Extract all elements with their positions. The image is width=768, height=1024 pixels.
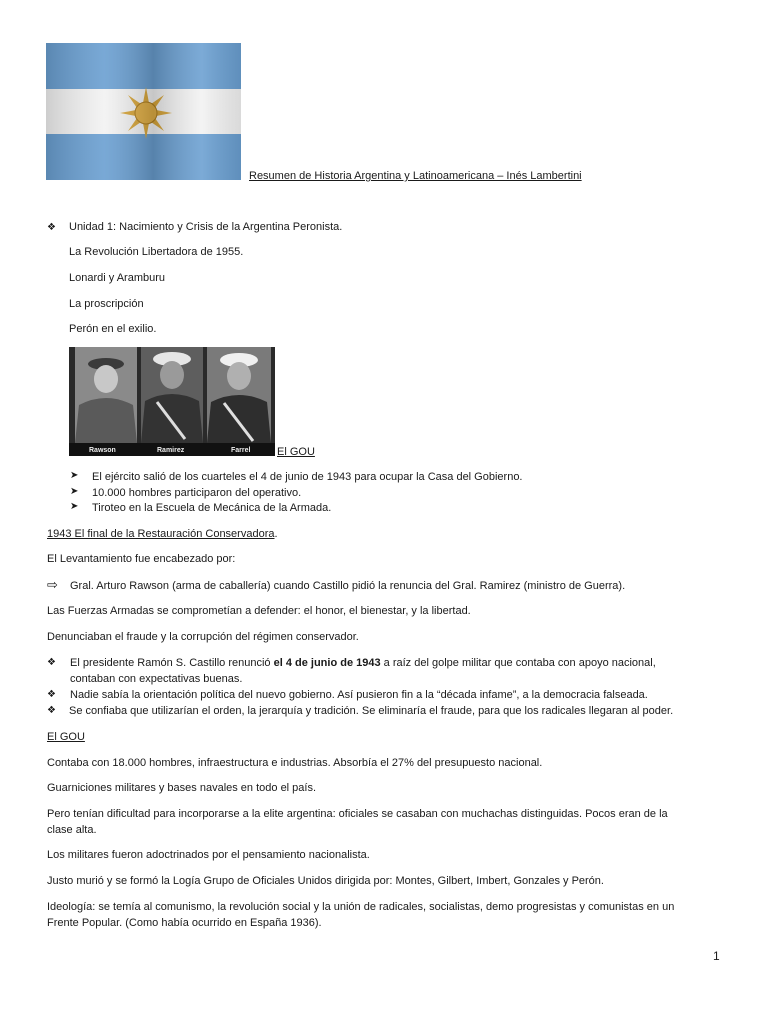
arrow-item: El ejército salió de los cuarteles el 4 de junio de 1943 para ocupar la Casa del Gobierno.: [92, 471, 523, 483]
paragraph: Gral. Arturo Rawson (arma de caballería) cuando Castillo pidió la renuncia del Gral. Ramirez (ministro de Guerra).: [70, 580, 626, 592]
topic-item: Lonardi y Aramburu: [69, 272, 165, 284]
diamond-bullet-icon: ❖: [47, 657, 56, 668]
bullet-bold-date: el 4 de junio de 1943: [273, 657, 381, 669]
bullet-item: Se confiaba que utilizarían el orden, la jerarquía y tradición. Se eliminaría el fraude, para que los radicales llegaran al poder.: [69, 705, 674, 717]
unit-title: Unidad 1: Nacimiento y Crisis de la Argentina Peronista.: [69, 221, 343, 233]
photo-caption-farrel: Farrel: [231, 447, 251, 454]
paragraph: Ideología: se temía al comunismo, la revolución social y la unión de radicales, socialistas, demo progresistas y comunistas en un: [47, 901, 675, 913]
section-heading: El GOU: [47, 731, 85, 743]
paragraph: Los militares fueron adoctrinados por el pensamiento nacionalista.: [47, 849, 370, 861]
bullet-item: [70, 657, 656, 669]
bullet-continuation: contaban con expectativas buenas.: [70, 673, 243, 685]
diamond-bullet-icon: ❖: [47, 689, 56, 700]
bullet-item: Nadie sabía la orientación política del nuevo gobierno. Así pusieron fin a la “década infame”, a la democracia falseada.: [70, 689, 648, 701]
paragraph: Guarniciones militares y bases navales en todo el país.: [47, 782, 317, 794]
bullet-text: a raíz del golpe militar que contaba con apoyo nacional,: [380, 657, 656, 669]
section-heading-text: 1943 El final de la Restauración Conservadora: [47, 528, 275, 540]
paragraph: Contaba con 18.000 hombres, infraestructura e industrias. Absorbía el 27% del presupuesto nacional.: [47, 757, 543, 769]
arrow-bullet-icon: ➤: [70, 501, 79, 512]
document-title[interactable]: Resumen de Historia Argentina y Latinoamericana – Inés Lambertini: [249, 170, 582, 182]
section-heading-period: .: [274, 528, 278, 540]
arrow-bullet-icon: ➤: [70, 470, 79, 481]
photo-caption-ramirez: Ramirez: [157, 447, 185, 454]
topic-item: La Revolución Libertadora de 1955.: [69, 246, 244, 258]
flag-graphic: [46, 43, 241, 180]
topic-item: La proscripción: [69, 298, 144, 310]
paragraph: Denunciaban el fraude y la corrupción del régimen conservador.: [47, 631, 359, 643]
topic-item: Perón en el exilio.: [69, 323, 157, 335]
paragraph-continuation: Frente Popular. (Como había ocurrido en España 1936).: [47, 917, 322, 929]
arrow-item: 10.000 hombres participaron del operativo.: [92, 487, 302, 499]
page-number: 1: [713, 949, 720, 963]
paragraph: Las Fuerzas Armadas se comprometían a defender: el honor, el bienestar, y la libertad.: [47, 605, 471, 617]
gou-photo-label: El GOU: [277, 446, 315, 458]
double-arrow-icon: ⇨: [47, 577, 58, 592]
unit-bullet-row: [47, 221, 56, 233]
paragraph: Pero tenían dificultad para incorporarse a la elite argentina: oficiales se casaban con muchachas distinguidas. Pocos eran de la: [47, 808, 668, 820]
diamond-bullet-icon: ❖: [47, 222, 56, 233]
paragraph-continuation: clase alta.: [47, 824, 97, 836]
argentina-flag-image: [46, 43, 241, 180]
section-heading: [47, 528, 278, 540]
officers-photo-graphic: [69, 347, 275, 456]
officers-photo: [69, 347, 275, 456]
arrow-item: Tiroteo en la Escuela de Mecánica de la Armada.: [92, 502, 332, 514]
arrow-bullet-icon: ➤: [70, 486, 79, 497]
paragraph: El Levantamiento fue encabezado por:: [47, 553, 236, 565]
bullet-text: El presidente Ramón S. Castillo renunció: [70, 657, 274, 669]
diamond-bullet-icon: ❖: [47, 705, 56, 716]
paragraph: Justo murió y se formó la Logía Grupo de Oficiales Unidos dirigida por: Montes, Gilbert, Imbert, Gonzales y Perón.: [47, 875, 604, 887]
photo-caption-rawson: Rawson: [89, 447, 116, 454]
